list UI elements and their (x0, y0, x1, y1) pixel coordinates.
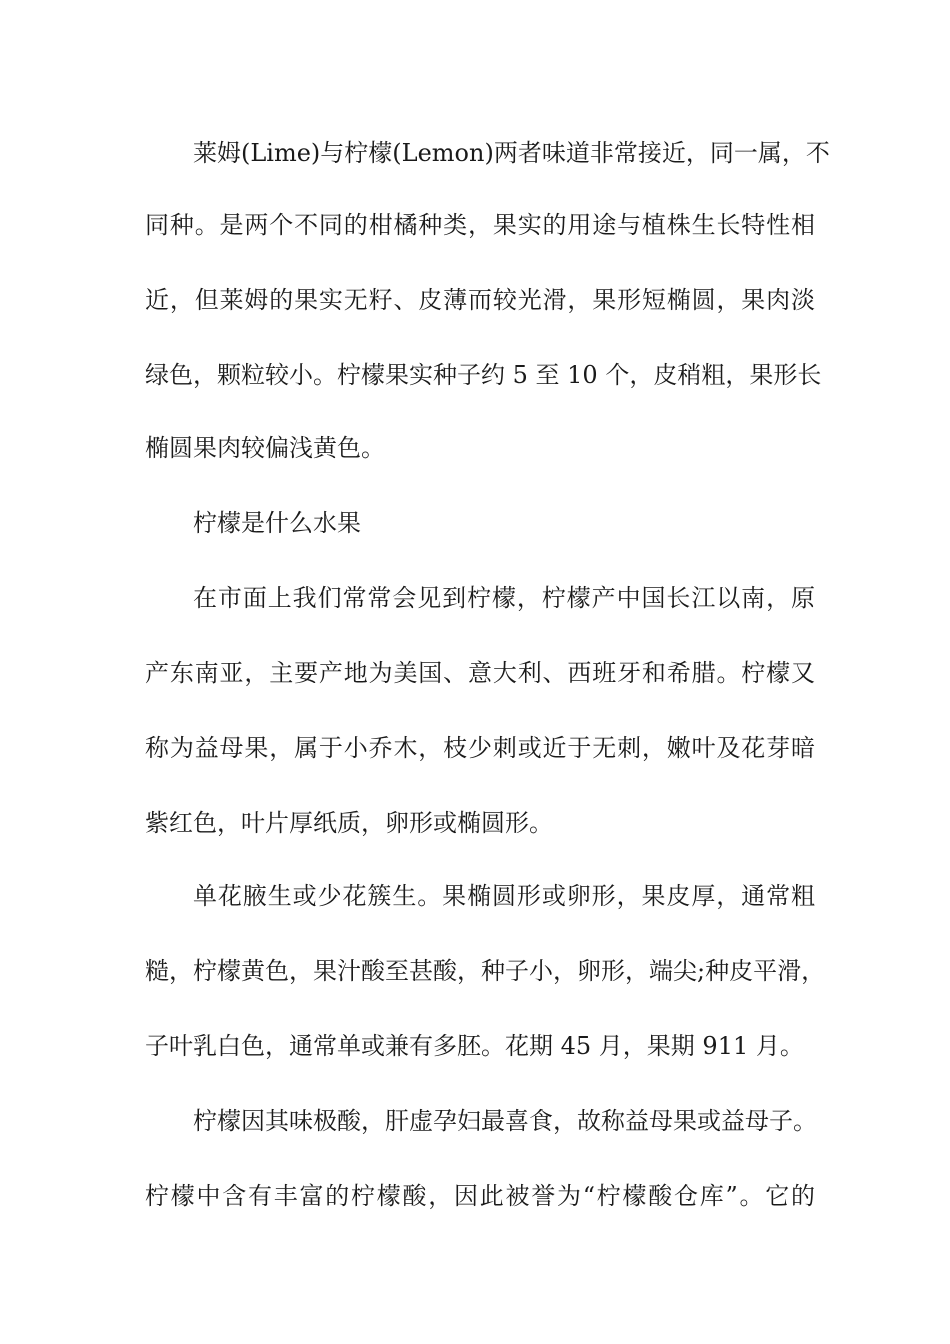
text-line-15: 柠檬中含有丰富的柠檬酸，因此被誉为“柠檬酸仓库”。它的 (145, 1182, 815, 1210)
text-line-7: 在市面上我们常常会见到柠檬，柠檬产中国长江以南，原 (193, 584, 815, 612)
text-line-8: 产东南亚，主要产地为美国、意大利、西班牙和希腊。柠檬又 (145, 659, 815, 687)
text-line-14: 柠檬因其味极酸，肝虚孕妇最喜食，故称益母果或益母子。 (193, 1107, 817, 1135)
text-line-4: 绿色，颗粒较小。柠檬果实种子约 5 至 10 个，皮稍粗，果形长 (145, 361, 822, 389)
text-line-10: 紫红色，叶片厚纸质，卵形或椭圆形。 (145, 809, 553, 837)
text-line-1: 莱姆(Lime)与柠檬(Lemon)两者味道非常接近，同一属，不 (193, 139, 830, 167)
text-line-9: 称为益母果，属于小乔木，枝少刺或近于无刺，嫩叶及花芽暗 (145, 734, 815, 762)
text-line-3: 近，但莱姆的果实无籽、皮薄而较光滑，果形短椭圆，果肉淡 (145, 286, 815, 314)
text-line-5: 椭圆果肉较偏浅黄色。 (145, 434, 385, 462)
section-heading: 柠檬是什么水果 (193, 509, 361, 537)
text-line-13: 子叶乳白色，通常单或兼有多胚。花期 45 月，果期 911 月。 (145, 1032, 804, 1060)
text-line-11: 单花腋生或少花簇生。果椭圆形或卵形，果皮厚，通常粗 (193, 882, 815, 910)
text-line-12: 糙，柠檬黄色，果汁酸至甚酸，种子小，卵形，端尖;种皮平滑， (145, 957, 826, 985)
text-line-2: 同种。是两个不同的柑橘种类，果实的用途与植株生长特性相 (145, 211, 815, 239)
